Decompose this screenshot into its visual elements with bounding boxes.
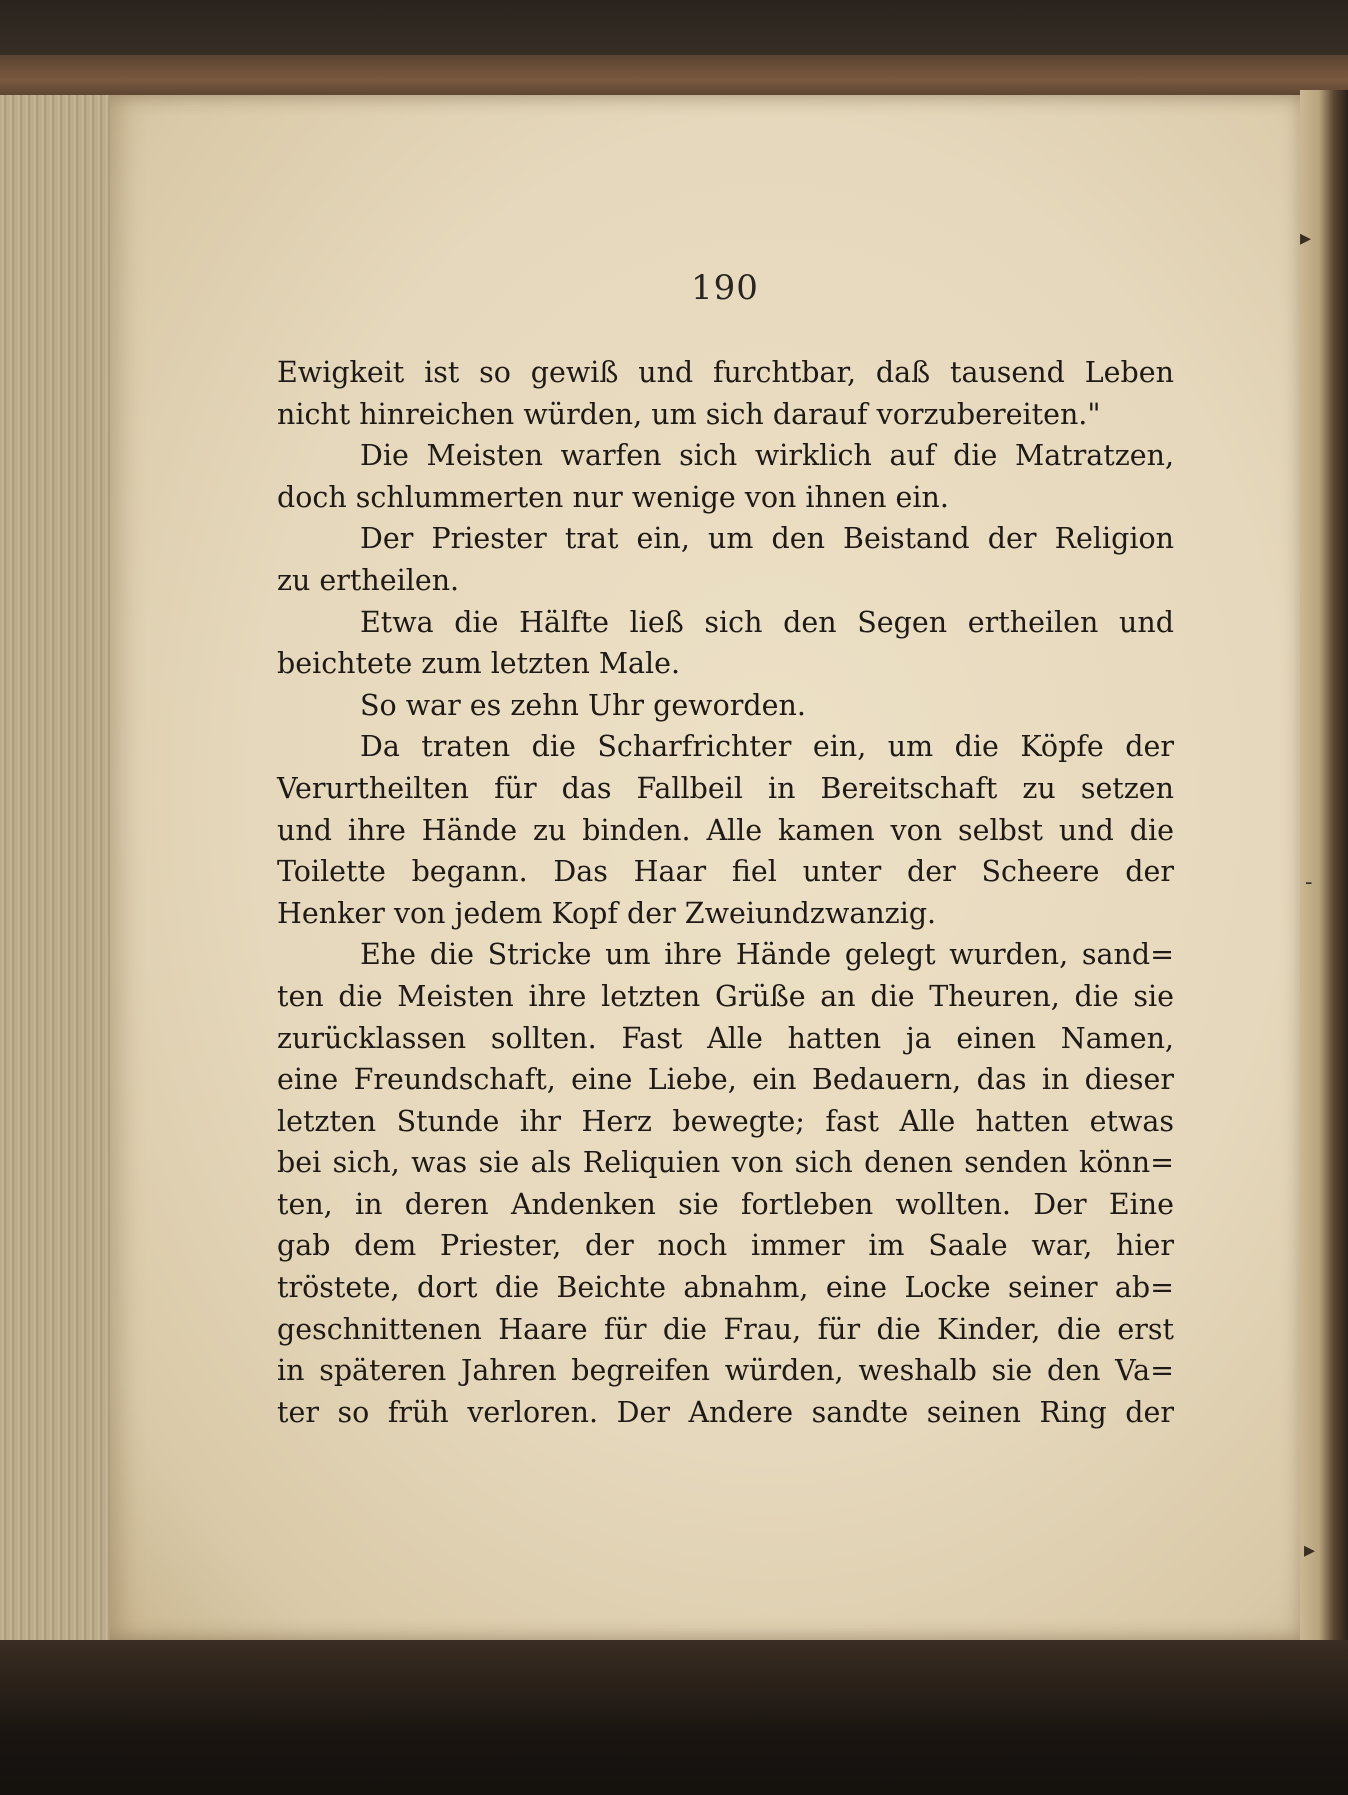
text-line: eine Freundschaft, eine Liebe, ein Bedauern, das in dieser: [277, 1063, 1174, 1097]
page-number: 190: [691, 268, 759, 308]
text-line: tröstete, dort die Beichte abnahm, eine Locke seiner ab=: [277, 1271, 1174, 1305]
text-line: Toilette begann. Das Haar fiel unter der Scheere der: [277, 855, 1174, 889]
page-text: [277, 352, 1174, 1433]
margin-mark: -: [1305, 870, 1313, 895]
text-line: Verurtheilten für das Fallbeil in Bereitschaft zu setzen: [277, 771, 1174, 805]
text-line: zu ertheilen.: [277, 563, 460, 597]
text-line: Der Priester trat ein, um den Beistand der Religion: [360, 522, 1174, 556]
margin-mark: ▸: [1304, 1538, 1316, 1563]
text-line: letzten Stunde ihr Herz bewegte; fast Alle hatten etwas: [277, 1104, 1174, 1138]
text-line: ten, in deren Andenken sie fortleben wollten. Der Eine: [277, 1187, 1174, 1221]
text-line: Etwa die Hälfte ließ sich den Segen ertheilen und: [360, 605, 1174, 639]
text-line: bei sich, was sie als Reliquien von sich denen senden könn=: [277, 1146, 1174, 1180]
book-cover-bottom: [0, 1640, 1348, 1795]
text-line: nicht hinreichen würden, um sich darauf vorzubereiten.": [277, 397, 1101, 431]
text-line: gab dem Priester, der noch immer im Saale war, hier: [277, 1229, 1174, 1263]
text-line: ter so früh verloren. Der Andere sandte seinen Ring der: [277, 1395, 1174, 1429]
margin-mark: ▸: [1300, 226, 1312, 251]
text-line: Da traten die Scharfrichter ein, um die Köpfe der: [360, 730, 1174, 764]
text-line: So war es zehn Uhr geworden.: [360, 688, 806, 722]
text-line: doch schlummerten nur wenige von ihnen ein.: [277, 480, 949, 514]
text-line: geschnittenen Haare für die Frau, für die Kinder, die erst: [277, 1312, 1174, 1346]
text-line: in späteren Jahren begreifen würden, weshalb sie den Va=: [277, 1354, 1174, 1388]
text-line: beichtete zum letzten Male.: [277, 647, 681, 681]
text-line: ten die Meisten ihre letzten Grüße an die Theuren, die sie: [277, 979, 1174, 1013]
text-line: zurücklassen sollten. Fast Alle hatten ja einen Namen,: [277, 1021, 1174, 1055]
text-line: Ewigkeit ist so gewiß und furchtbar, daß tausend Leben: [277, 356, 1174, 389]
text-line: und ihre Hände zu binden. Alle kamen von selbst und die: [277, 813, 1174, 847]
text-line: Ehe die Stricke um ihre Hände gelegt wurden, sand=: [360, 938, 1174, 972]
text-line: Henker von jedem Kopf der Zweiundzwanzig.: [277, 896, 937, 930]
text-line: Die Meisten warfen sich wirklich auf die Matratzen,: [360, 439, 1174, 473]
